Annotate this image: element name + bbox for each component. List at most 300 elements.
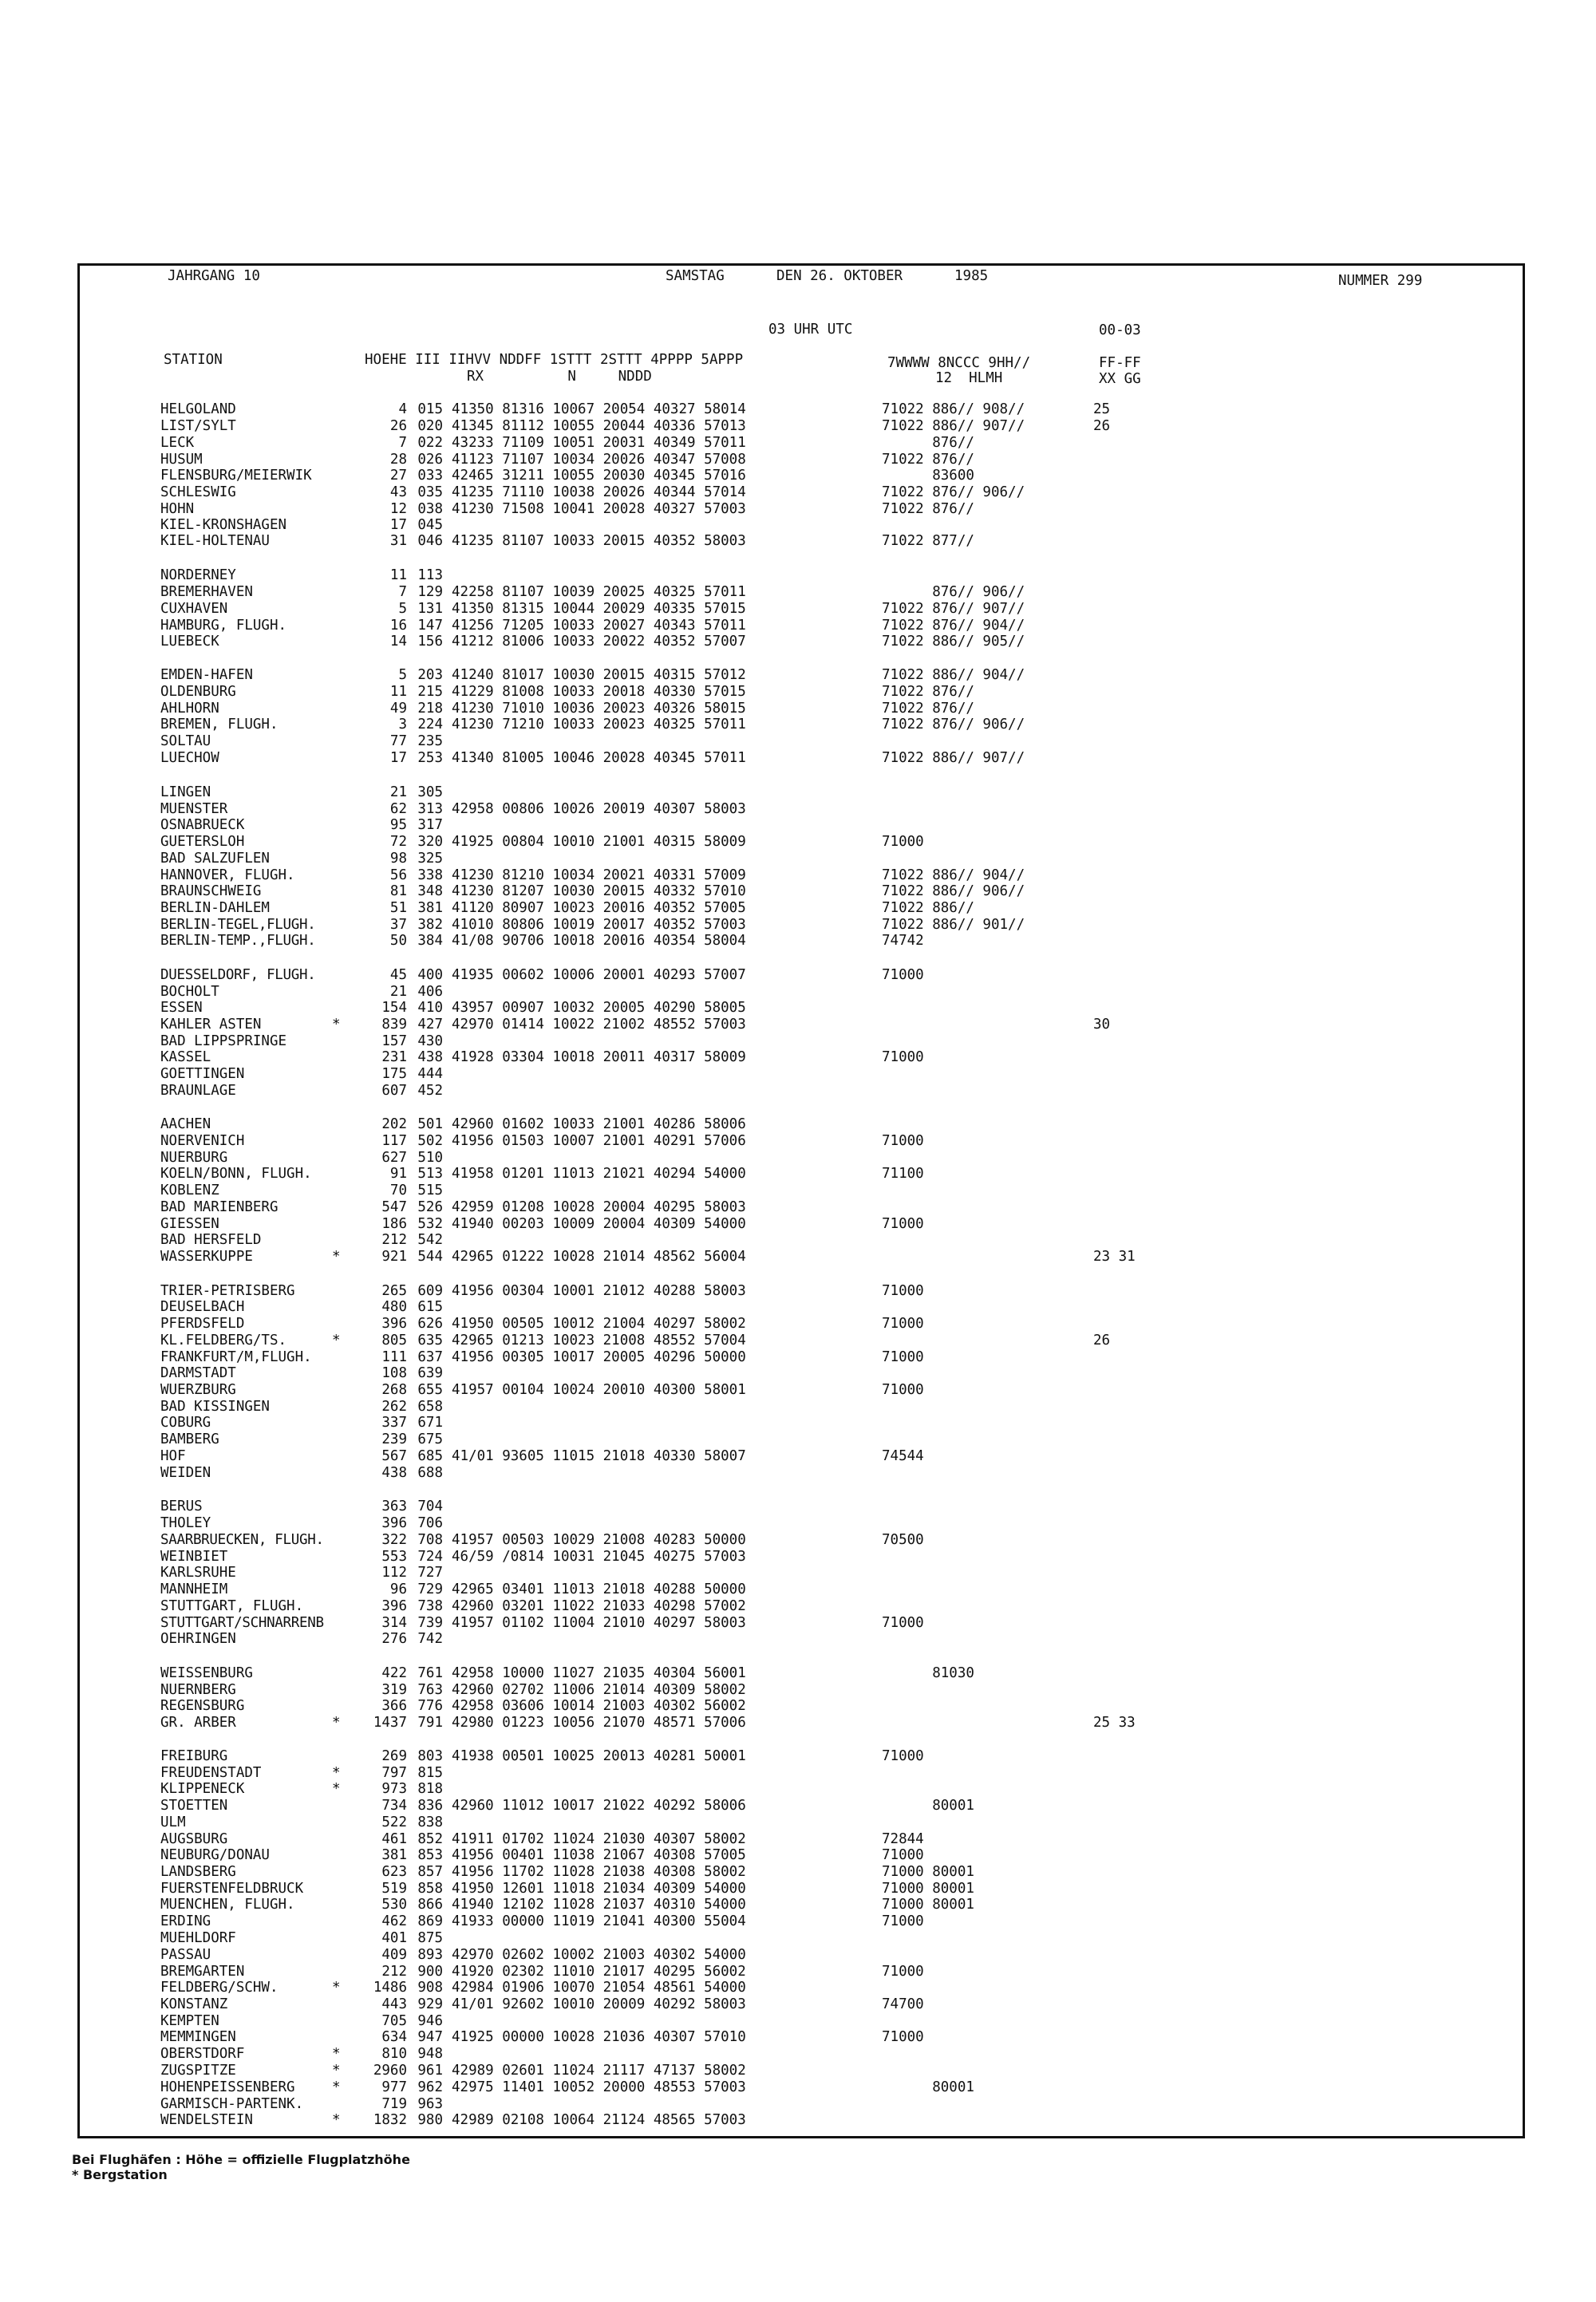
elevation: 438 — [381, 1465, 407, 1481]
station-name: KASSEL — [160, 1049, 211, 1065]
column-extra: 7WWWW 8NCCC 9HH// — [887, 355, 1031, 371]
elevation: 96 — [389, 1581, 407, 1597]
extra-groups: 71022 886// 906// — [882, 883, 1025, 899]
extra-groups: 80001 — [882, 2079, 974, 2095]
station-index: 815 — [417, 1765, 443, 1781]
station-index: 410 — [417, 1000, 443, 1016]
elevation: 49 — [389, 701, 407, 717]
elevation: 4 — [398, 401, 407, 417]
station-index: 129 — [417, 584, 443, 600]
station-index: 400 — [417, 967, 443, 983]
station-index: 635 — [417, 1333, 443, 1348]
station-index: 685 — [417, 1448, 443, 1464]
elevation: 154 — [381, 1000, 407, 1016]
station-index: 532 — [417, 1216, 443, 1232]
station-name: HAMBURG, FLUGH. — [160, 618, 287, 634]
synop-groups: 41933 00000 11019 21041 40300 55004 — [452, 1913, 746, 1929]
station-index: 515 — [417, 1183, 443, 1198]
synop-groups: 41340 81005 10046 20028 40345 57011 — [452, 750, 746, 766]
station-index: 658 — [417, 1399, 443, 1415]
station-index: 156 — [417, 634, 443, 650]
station-name: OLDENBURG — [160, 684, 236, 700]
station-name: DEUSELBACH — [160, 1299, 245, 1315]
elevation: 62 — [389, 801, 407, 817]
elevation: 921 — [381, 1249, 407, 1265]
station-name: DUESSELDORF, FLUGH. — [160, 967, 316, 983]
elevation: 262 — [381, 1399, 407, 1415]
station-name: BOCHOLT — [160, 984, 219, 1000]
synop-groups: 41123 71107 10034 20026 40347 57008 — [452, 452, 746, 468]
synop-groups: 41230 71210 10033 20023 40325 57011 — [452, 717, 746, 732]
elevation: 462 — [381, 1913, 407, 1929]
synop-groups: 41956 00305 10017 20005 40296 50000 — [452, 1349, 746, 1365]
elevation: 26 — [389, 418, 407, 434]
elevation: 381 — [381, 1847, 407, 1863]
station-name: REGENSBURG — [160, 1698, 245, 1714]
station-index: 857 — [417, 1864, 443, 1880]
elevation: 202 — [381, 1116, 407, 1132]
extra-groups: 71100 — [882, 1166, 924, 1182]
elevation: 265 — [381, 1283, 407, 1299]
column-groups: HOEHE III IIHVV NDDFF 1STTT 2STTT 4PPPP 5APPP — [365, 352, 744, 368]
synop-groups: 41920 02302 11010 21017 40295 56002 — [452, 1964, 746, 1980]
elevation: 1437 — [373, 1715, 407, 1731]
station-index: 544 — [417, 1249, 443, 1265]
elevation: 239 — [381, 1431, 407, 1447]
station-name: FELDBERG/SCHW. — [160, 1980, 279, 1996]
extra-groups: 71022 886// 904// — [882, 867, 1025, 883]
synop-groups: 41350 81315 10044 20029 40335 57015 — [452, 601, 746, 617]
station-index: 033 — [417, 468, 443, 484]
issue-number: NUMMER 299 — [1338, 273, 1423, 289]
station-name: BAD MARIENBERG — [160, 1199, 279, 1215]
synop-groups: 41911 01702 11024 21030 40307 58002 — [452, 1831, 746, 1847]
station-index: 818 — [417, 1781, 443, 1797]
station-index: 875 — [417, 1930, 443, 1946]
extra-groups: 71000 — [882, 1316, 924, 1332]
synop-groups: 41229 81008 10033 20018 40330 57015 — [452, 684, 746, 700]
station-index: 704 — [417, 1498, 443, 1514]
mountain-marker: * — [332, 1781, 341, 1797]
station-index: 022 — [417, 435, 443, 451]
station-name: GUETERSLOH — [160, 834, 245, 850]
extra-groups: 71022 886// 904// — [882, 667, 1025, 683]
mountain-marker: * — [332, 1765, 341, 1781]
elevation: 319 — [381, 1682, 407, 1698]
station-name: BREMERHAVEN — [160, 584, 253, 600]
station-index: 452 — [417, 1083, 443, 1099]
elevation: 175 — [381, 1066, 407, 1082]
station-index: 526 — [417, 1199, 443, 1215]
extra-groups: 71000 — [882, 834, 924, 850]
station-name: HOF — [160, 1448, 186, 1464]
station-name: AACHEN — [160, 1116, 211, 1132]
station-name: KIEL-HOLTENAU — [160, 533, 270, 549]
synop-groups: 41928 03304 10018 20011 40317 58009 — [452, 1049, 746, 1065]
station-name: MUENSTER — [160, 801, 228, 817]
station-name: DARMSTADT — [160, 1365, 236, 1381]
station-name: SAARBRUECKEN, FLUGH. — [160, 1532, 324, 1548]
synop-groups: 42465 31211 10055 20030 40345 57016 — [452, 468, 746, 484]
observation-time: 03 UHR UTC — [768, 322, 853, 338]
extra-groups: 71000 — [882, 1283, 924, 1299]
elevation: 12 — [389, 501, 407, 517]
wind-gust: 26 — [1093, 1333, 1111, 1348]
station-name: HOHENPEISSENBERG — [160, 2079, 295, 2095]
station-name: KONSTANZ — [160, 1996, 228, 2012]
station-name: KOBLENZ — [160, 1183, 219, 1198]
year: 1985 — [954, 268, 989, 284]
station-name: STUTTGART/SCHNARRENB — [160, 1615, 324, 1631]
station-index: 980 — [417, 2112, 443, 2128]
station-index: 615 — [417, 1299, 443, 1315]
synop-groups: 41940 00203 10009 20004 40309 54000 — [452, 1216, 746, 1232]
station-index: 738 — [417, 1598, 443, 1614]
synop-groups: 41956 00304 10001 21012 40288 58003 — [452, 1283, 746, 1299]
station-name: NORDERNEY — [160, 567, 236, 583]
synop-groups: 42989 02601 11024 21117 47137 58002 — [452, 2063, 746, 2079]
extra-groups: 71022 886// — [882, 900, 974, 916]
station-name: NEUBURG/DONAU — [160, 1847, 270, 1863]
synop-groups: 41010 80806 10019 20017 40352 57003 — [452, 917, 746, 933]
extra-groups: 71022 876// — [882, 501, 974, 517]
station-name: CUXHAVEN — [160, 601, 228, 617]
station-index: 708 — [417, 1532, 443, 1548]
synop-groups: 42989 02108 10064 21124 48565 57003 — [452, 2112, 746, 2128]
station-name: KEMPTEN — [160, 2013, 219, 2029]
station-index: 384 — [417, 933, 443, 949]
station-name: GIESSEN — [160, 1216, 219, 1232]
station-name: HANNOVER, FLUGH. — [160, 867, 295, 883]
extra-groups: 71022 876// 906// — [882, 484, 1025, 500]
elevation: 77 — [389, 733, 407, 749]
station-index: 035 — [417, 484, 443, 500]
station-name: BERLIN-TEMP.,FLUGH. — [160, 933, 316, 949]
elevation: 45 — [389, 967, 407, 983]
elevation: 117 — [381, 1133, 407, 1149]
elevation: 28 — [389, 452, 407, 468]
station-index: 381 — [417, 900, 443, 916]
station-index: 510 — [417, 1150, 443, 1166]
extra-groups: 70500 — [882, 1532, 924, 1548]
elevation: 734 — [381, 1798, 407, 1814]
station-name: WEISSENBURG — [160, 1665, 253, 1681]
station-index: 338 — [417, 867, 443, 883]
synop-groups: 41925 00000 10028 21036 40307 57010 — [452, 2029, 746, 2045]
station-index: 045 — [417, 517, 443, 533]
station-name: LANDSBERG — [160, 1864, 236, 1880]
elevation: 797 — [381, 1765, 407, 1781]
station-index: 215 — [417, 684, 443, 700]
synop-groups: 42958 10000 11027 21035 40304 56001 — [452, 1665, 746, 1681]
station-index: 348 — [417, 883, 443, 899]
station-name: MUENCHEN, FLUGH. — [160, 1897, 295, 1913]
elevation: 314 — [381, 1615, 407, 1631]
synop-groups: 41956 11702 11028 21038 40308 58002 — [452, 1864, 746, 1880]
wind-gust: 30 — [1093, 1017, 1111, 1033]
elevation: 519 — [381, 1881, 407, 1897]
station-index: 946 — [417, 2013, 443, 2029]
elevation: 547 — [381, 1199, 407, 1215]
column-groups-sub: RX N NDDD — [467, 369, 652, 385]
station-index: 501 — [417, 1116, 443, 1132]
synop-groups: 41940 12102 11028 21037 40310 54000 — [452, 1897, 746, 1913]
elevation: 522 — [381, 1814, 407, 1830]
extra-groups: 876// 906// — [882, 584, 1025, 600]
elevation: 401 — [381, 1930, 407, 1946]
station-name: SOLTAU — [160, 733, 211, 749]
extra-groups: 74742 — [882, 933, 924, 949]
station-name: FLENSBURG/MEIERWIK — [160, 468, 312, 484]
station-index: 836 — [417, 1798, 443, 1814]
elevation: 422 — [381, 1665, 407, 1681]
elevation: 108 — [381, 1365, 407, 1381]
wind-gust: 25 — [1093, 401, 1111, 417]
extra-groups: 74700 — [882, 1996, 924, 2012]
elevation: 231 — [381, 1049, 407, 1065]
synop-groups: 41935 00602 10006 20001 40293 57007 — [452, 967, 746, 983]
station-index: 729 — [417, 1581, 443, 1597]
station-index: 866 — [417, 1897, 443, 1913]
synop-groups: 41256 71205 10033 20027 40343 57011 — [452, 618, 746, 634]
station-name: LINGEN — [160, 784, 211, 800]
station-name: WEINBIET — [160, 1549, 228, 1565]
station-index: 253 — [417, 750, 443, 766]
mountain-marker: * — [332, 1980, 341, 1996]
station-name: GOETTINGEN — [160, 1066, 245, 1082]
station-index: 313 — [417, 801, 443, 817]
column-ff: FF-FF — [1099, 355, 1141, 371]
station-index: 742 — [417, 1631, 443, 1647]
extra-groups: 74544 — [882, 1448, 924, 1464]
column-extra-sub: 12 HLMH — [935, 370, 1003, 386]
station-index: 688 — [417, 1465, 443, 1481]
station-index: 639 — [417, 1365, 443, 1381]
extra-groups: 71022 876// — [882, 452, 974, 468]
station-name: GARMISCH-PARTENK. — [160, 2096, 304, 2112]
elevation: 5 — [398, 667, 407, 683]
station-name: ZUGSPITZE — [160, 2063, 236, 2079]
elevation: 11 — [389, 684, 407, 700]
elevation: 443 — [381, 1996, 407, 2012]
elevation: 16 — [389, 618, 407, 634]
synop-groups: 42958 00806 10026 20019 40307 58003 — [452, 801, 746, 817]
mountain-marker: * — [332, 2079, 341, 2095]
station-name: GR. ARBER — [160, 1715, 236, 1731]
station-index: 317 — [417, 817, 443, 833]
extra-groups: 71022 876// — [882, 684, 974, 700]
station-name: NUERBURG — [160, 1150, 228, 1166]
synop-groups: 42959 01208 10028 20004 40295 58003 — [452, 1199, 746, 1215]
station-name: SCHLESWIG — [160, 484, 236, 500]
station-name: FRANKFURT/M,FLUGH. — [160, 1349, 312, 1365]
synop-groups: 41957 00503 10029 21008 40283 50000 — [452, 1532, 746, 1548]
jahrgang: JAHRGANG 10 — [168, 268, 260, 284]
elevation: 17 — [389, 750, 407, 766]
elevation: 51 — [389, 900, 407, 916]
elevation: 269 — [381, 1748, 407, 1764]
wind-gust: 25 33 — [1093, 1715, 1136, 1731]
station-index: 218 — [417, 701, 443, 717]
elevation: 56 — [389, 867, 407, 883]
synop-groups: 42975 11401 10052 20000 48553 57003 — [452, 2079, 746, 2095]
station-index: 724 — [417, 1549, 443, 1565]
station-index: 838 — [417, 1814, 443, 1830]
elevation: 111 — [381, 1349, 407, 1365]
station-index: 038 — [417, 501, 443, 517]
elevation: 396 — [381, 1598, 407, 1614]
elevation: 11 — [389, 567, 407, 583]
station-name: HELGOLAND — [160, 401, 236, 417]
station-name: NOERVENICH — [160, 1133, 245, 1149]
station-index: 382 — [417, 917, 443, 933]
station-index: 791 — [417, 1715, 443, 1731]
station-name: OBERSTDORF — [160, 2046, 245, 2062]
synop-groups: 42960 02702 11006 21014 40309 58002 — [452, 1682, 746, 1698]
station-name: FREUDENSTADT — [160, 1765, 262, 1781]
elevation: 37 — [389, 917, 407, 933]
station-name: BAD HERSFELD — [160, 1232, 262, 1248]
mountain-marker: * — [332, 2046, 341, 2062]
station-name: LECK — [160, 435, 195, 451]
station-name: TRIER-PETRISBERG — [160, 1283, 295, 1299]
elevation: 567 — [381, 1448, 407, 1464]
wind-gust: 26 — [1093, 418, 1111, 434]
extra-groups: 71000 — [882, 1382, 924, 1398]
synop-groups: 42980 01223 10056 21070 48571 57006 — [452, 1715, 746, 1731]
station-name: KOELN/BONN, FLUGH. — [160, 1166, 312, 1182]
elevation: 480 — [381, 1299, 407, 1315]
station-name: PASSAU — [160, 1947, 211, 1963]
station-index: 026 — [417, 452, 443, 468]
station-index: 438 — [417, 1049, 443, 1065]
station-index: 962 — [417, 2079, 443, 2095]
station-name: EMDEN-HAFEN — [160, 667, 253, 683]
station-name: STOETTEN — [160, 1798, 228, 1814]
mountain-marker: * — [332, 1017, 341, 1033]
weekday: SAMSTAG — [666, 268, 725, 284]
station-index: 430 — [417, 1033, 443, 1049]
station-index: 853 — [417, 1847, 443, 1863]
synop-groups: 43957 00907 10032 20005 40290 58005 — [452, 1000, 746, 1016]
station-name: BAD SALZUFLEN — [160, 851, 270, 867]
station-index: 224 — [417, 717, 443, 732]
station-name: LUEBECK — [160, 634, 219, 650]
station-name: BAD LIPPSPRINGE — [160, 1033, 287, 1049]
synop-groups: 41957 01102 11004 21010 40297 58003 — [452, 1615, 746, 1631]
extra-groups: 81030 — [882, 1665, 974, 1681]
elevation: 719 — [381, 2096, 407, 2112]
station-name: BRAUNSCHWEIG — [160, 883, 262, 899]
station-name: PFERDSFELD — [160, 1316, 245, 1332]
station-index: 739 — [417, 1615, 443, 1631]
extra-groups: 71000 80001 — [882, 1897, 974, 1913]
synop-groups: 42965 01213 10023 21008 48552 57004 — [452, 1333, 746, 1348]
elevation: 21 — [389, 784, 407, 800]
elevation: 43 — [389, 484, 407, 500]
station-name: STUTTGART, FLUGH. — [160, 1598, 304, 1614]
station-index: 706 — [417, 1515, 443, 1531]
wind-gust: 23 31 — [1093, 1249, 1136, 1265]
extra-groups: 72844 — [882, 1831, 924, 1847]
extra-groups: 71000 — [882, 1049, 924, 1065]
synop-groups: 41956 01503 10007 21001 40291 57006 — [452, 1133, 746, 1149]
elevation: 157 — [381, 1033, 407, 1049]
synop-groups: 41956 00401 11038 21067 40308 57005 — [452, 1847, 746, 1863]
station-index: 325 — [417, 851, 443, 867]
elevation: 17 — [389, 517, 407, 533]
station-index: 406 — [417, 984, 443, 1000]
elevation: 973 — [381, 1781, 407, 1797]
station-index: 131 — [417, 601, 443, 617]
station-index: 929 — [417, 1996, 443, 2012]
station-index: 803 — [417, 1748, 443, 1764]
station-index: 015 — [417, 401, 443, 417]
extra-groups: 71022 886// 908// — [882, 401, 1025, 417]
station-index: 609 — [417, 1283, 443, 1299]
synop-groups: 41958 01201 11013 21021 40294 54000 — [452, 1166, 746, 1182]
station-index: 655 — [417, 1382, 443, 1398]
extra-groups: 71000 80001 — [882, 1864, 974, 1880]
station-index: 761 — [417, 1665, 443, 1681]
elevation: 805 — [381, 1333, 407, 1348]
elevation: 461 — [381, 1831, 407, 1847]
elevation: 322 — [381, 1532, 407, 1548]
elevation: 396 — [381, 1316, 407, 1332]
station-index: 637 — [417, 1349, 443, 1365]
station-name: BREMGARTEN — [160, 1964, 245, 1980]
station-index: 963 — [417, 2096, 443, 2112]
station-name: THOLEY — [160, 1515, 211, 1531]
elevation: 366 — [381, 1698, 407, 1714]
station-name: WENDELSTEIN — [160, 2112, 253, 2128]
elevation: 98 — [389, 851, 407, 867]
elevation: 81 — [389, 883, 407, 899]
station-index: 444 — [417, 1066, 443, 1082]
station-name: COBURG — [160, 1415, 211, 1431]
elevation: 337 — [381, 1415, 407, 1431]
extra-groups: 71000 — [882, 1349, 924, 1365]
station-name: BAD KISSINGEN — [160, 1399, 270, 1415]
elevation: 623 — [381, 1864, 407, 1880]
station-name: MEMMINGEN — [160, 2029, 236, 2045]
station-index: 113 — [417, 567, 443, 583]
extra-groups: 71022 876// 907// — [882, 601, 1025, 617]
station-name: BAMBERG — [160, 1431, 219, 1447]
extra-groups: 71022 876// 904// — [882, 618, 1025, 634]
elevation: 409 — [381, 1947, 407, 1963]
station-index: 908 — [417, 1980, 443, 1996]
elevation: 2960 — [373, 2063, 407, 2079]
elevation: 363 — [381, 1498, 407, 1514]
elevation: 977 — [381, 2079, 407, 2095]
extra-groups: 71022 886// 905// — [882, 634, 1025, 650]
extra-groups: 71000 — [882, 1964, 924, 1980]
elevation: 72 — [389, 834, 407, 850]
station-name: AUGSBURG — [160, 1831, 228, 1847]
station-name: OEHRINGEN — [160, 1631, 236, 1647]
elevation: 810 — [381, 2046, 407, 2062]
synop-groups: 41950 00505 10012 21004 40297 58002 — [452, 1316, 746, 1332]
station-index: 513 — [417, 1166, 443, 1182]
synop-groups: 41212 81006 10033 20022 40352 57007 — [452, 634, 746, 650]
station-index: 427 — [417, 1017, 443, 1033]
synop-groups: 41235 71110 10038 20026 40344 57014 — [452, 484, 746, 500]
synop-groups: 42258 81107 10039 20025 40325 57011 — [452, 584, 746, 600]
station-index: 947 — [417, 2029, 443, 2045]
elevation: 276 — [381, 1631, 407, 1647]
synop-groups: 42984 01906 10070 21054 48561 54000 — [452, 1980, 746, 1996]
